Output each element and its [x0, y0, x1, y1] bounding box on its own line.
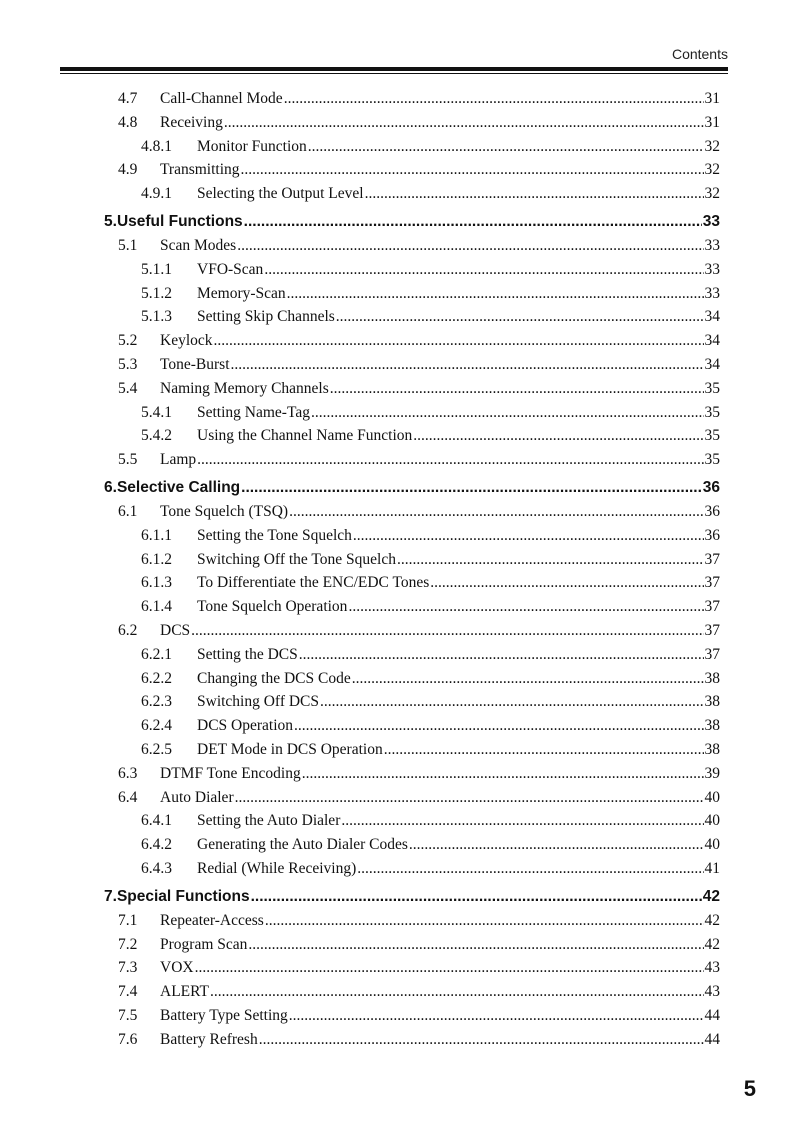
table-of-contents: [0, 87, 788, 1051]
toc-entry-page: 34: [704, 308, 720, 326]
toc-entry-page: 33: [704, 284, 720, 302]
toc-entry-number: 4.8: [118, 113, 138, 131]
toc-entry-page: 42: [704, 935, 720, 953]
toc-entry-page: 38: [704, 693, 720, 711]
dot-leader: [224, 111, 704, 135]
toc-entry-page: 39: [704, 764, 720, 782]
dot-leader: [330, 377, 704, 401]
dot-leader: [197, 448, 703, 472]
toc-entry[interactable]: [0, 857, 788, 881]
toc-entry-title: Changing the DCS Code: [197, 669, 351, 687]
toc-entry[interactable]: [0, 690, 788, 714]
toc-entry-title: DET Mode in DCS Operation: [197, 740, 383, 758]
toc-entry[interactable]: [0, 305, 788, 329]
toc-entry[interactable]: [0, 762, 788, 786]
toc-entry-number: 5.3: [118, 355, 138, 373]
dot-leader: [289, 1004, 704, 1028]
toc-entry-page: 38: [704, 740, 720, 758]
dot-leader: [348, 595, 703, 619]
running-header: Contents: [671, 46, 728, 62]
toc-entry[interactable]: [0, 524, 788, 548]
toc-chapter-entry[interactable]: [0, 885, 788, 909]
toc-entry-number: 5.1.3: [141, 308, 172, 326]
toc-entry-page: 34: [704, 332, 720, 350]
toc-entry-title: Lamp: [160, 451, 197, 469]
dot-leader: [237, 234, 703, 258]
toc-entry[interactable]: [0, 667, 788, 691]
dot-leader: [336, 305, 704, 329]
toc-entry[interactable]: [0, 282, 788, 306]
toc-entry-title: Program Scan: [160, 935, 248, 953]
toc-entry-number: 5.1.1: [141, 260, 172, 278]
dot-leader: [191, 619, 703, 643]
toc-entry-title: Useful Functions: [116, 212, 243, 230]
toc-entry-page: 31: [704, 113, 720, 131]
dot-leader: [241, 476, 702, 500]
toc-entry-page: 43: [704, 983, 720, 1001]
toc-entry-title: ALERT: [160, 983, 210, 1001]
toc-entry-number: 6.1.4: [141, 598, 172, 616]
dot-leader: [210, 980, 703, 1004]
dot-leader: [294, 714, 703, 738]
toc-entry-page: 42: [702, 887, 720, 905]
dot-leader: [341, 809, 703, 833]
toc-entry[interactable]: [0, 424, 788, 448]
toc-entry-number: 5.4.1: [141, 403, 172, 421]
toc-entry[interactable]: [0, 956, 788, 980]
dot-leader: [353, 524, 704, 548]
toc-entry-title: Keylock: [160, 332, 213, 350]
dot-leader: [248, 933, 703, 957]
toc-entry-number: 4.9: [118, 161, 138, 179]
dot-leader: [231, 353, 704, 377]
toc-entry-title: Setting the Auto Dialer: [197, 812, 341, 830]
toc-entry[interactable]: [0, 401, 788, 425]
toc-entry[interactable]: [0, 111, 788, 135]
toc-entry[interactable]: [0, 1004, 788, 1028]
toc-entry[interactable]: [0, 1028, 788, 1052]
dot-leader: [397, 548, 704, 572]
toc-entry-title: Switching Off DCS: [197, 693, 320, 711]
toc-entry-page: 33: [704, 236, 720, 254]
header-rule-thick: [60, 67, 728, 71]
toc-entry[interactable]: [0, 643, 788, 667]
toc-entry-title: Setting Skip Channels: [197, 308, 335, 326]
toc-entry-title: Switching Off the Tone Squelch: [197, 550, 396, 568]
toc-entry-title: Redial (While Receiving): [197, 859, 357, 877]
toc-entry-number: 6.: [104, 478, 117, 496]
toc-entry-page: 33: [702, 212, 720, 230]
toc-entry-page: 43: [704, 959, 720, 977]
toc-entry-page: 37: [704, 550, 720, 568]
toc-entry-page: 32: [704, 137, 720, 155]
toc-entry-page: 37: [704, 574, 720, 592]
toc-entry-number: 5.4.2: [141, 427, 172, 445]
toc-entry[interactable]: [0, 571, 788, 595]
toc-entry-title: DCS Operation: [197, 717, 294, 735]
toc-entry-title: Special Functions: [116, 887, 250, 905]
dot-leader: [384, 738, 704, 762]
toc-entry-title: VFO-Scan: [197, 260, 264, 278]
toc-entry-number: 5.5: [118, 451, 138, 469]
toc-entry-number: 7.2: [118, 935, 138, 953]
toc-entry-title: Repeater-Access: [160, 911, 264, 929]
dot-leader: [409, 833, 704, 857]
toc-entry[interactable]: [0, 182, 788, 206]
toc-entry-page: 37: [704, 598, 720, 616]
toc-entry[interactable]: [0, 933, 788, 957]
toc-entry-page: 35: [704, 379, 720, 397]
dot-leader: [284, 87, 704, 111]
dot-leader: [214, 329, 704, 353]
toc-entry-title: Tone Squelch (TSQ): [160, 502, 289, 520]
dot-leader: [265, 909, 704, 933]
toc-entry-number: 6.3: [118, 764, 138, 782]
toc-entry[interactable]: [0, 809, 788, 833]
dot-leader: [320, 690, 703, 714]
toc-entry-title: Selective Calling: [116, 478, 241, 496]
dot-leader: [308, 135, 704, 159]
toc-entry-number: 6.4: [118, 788, 138, 806]
toc-entry-number: 6.2.4: [141, 717, 172, 735]
dot-leader: [235, 786, 704, 810]
dot-leader: [264, 258, 703, 282]
toc-entry-page: 40: [704, 836, 720, 854]
toc-entry[interactable]: [0, 500, 788, 524]
toc-entry-title: Tone-Burst: [160, 355, 230, 373]
toc-entry-title: Setting the DCS: [197, 645, 298, 663]
toc-entry-number: 6.1.3: [141, 574, 172, 592]
toc-entry[interactable]: [0, 377, 788, 401]
header-rule-thin: [60, 73, 728, 74]
toc-entry-title: Tone Squelch Operation: [197, 598, 348, 616]
toc-chapter-entry[interactable]: [0, 210, 788, 234]
toc-entry[interactable]: [0, 448, 788, 472]
dot-leader: [302, 762, 704, 786]
toc-entry-title: Battery Refresh: [160, 1030, 258, 1048]
toc-entry-number: 5.1: [118, 236, 138, 254]
toc-entry-number: 5.4: [118, 379, 138, 397]
toc-entry-number: 4.9.1: [141, 185, 172, 203]
toc-entry-number: 6.1.1: [141, 526, 172, 544]
toc-entry-title: Monitor Function: [197, 137, 307, 155]
toc-entry-page: 44: [704, 1030, 720, 1048]
toc-chapter-entry[interactable]: [0, 476, 788, 500]
toc-entry[interactable]: [0, 548, 788, 572]
toc-entry-page: 31: [704, 90, 720, 107]
dot-leader: [259, 1028, 704, 1052]
toc-entry-title: Battery Type Setting: [160, 1006, 288, 1024]
toc-entry-page: 38: [704, 717, 720, 735]
toc-entry-number: 6.1.2: [141, 550, 172, 568]
toc-entry[interactable]: [0, 158, 788, 182]
toc-entry-title: VOX: [160, 959, 194, 977]
toc-entry-page: 34: [704, 355, 720, 373]
toc-entry[interactable]: [0, 87, 788, 111]
toc-entry-title: Memory-Scan: [197, 284, 286, 302]
toc-entry[interactable]: [0, 619, 788, 643]
toc-entry-title: Receiving: [160, 113, 223, 131]
toc-entry-title: Setting the Tone Squelch: [197, 526, 352, 544]
toc-entry[interactable]: [0, 786, 788, 810]
toc-entry-page: 44: [704, 1006, 720, 1024]
toc-entry-title: Using the Channel Name Function: [197, 427, 413, 445]
toc-entry-number: 7.: [104, 887, 117, 905]
toc-entry-number: 7.4: [118, 983, 138, 1001]
toc-entry[interactable]: [0, 909, 788, 933]
dot-leader: [430, 571, 703, 595]
dot-leader: [244, 210, 702, 234]
toc-entry-page: 36: [702, 478, 720, 496]
dot-leader: [365, 182, 704, 206]
toc-entry-number: 6.4.1: [141, 812, 172, 830]
toc-entry-page: 35: [704, 403, 720, 421]
toc-entry-title: Naming Memory Channels: [160, 379, 329, 397]
toc-entry-number: 5.: [104, 212, 117, 230]
toc-entry-page: 32: [704, 185, 720, 203]
toc-entry-title: To Differentiate the ENC/EDC Tones: [197, 574, 430, 592]
dot-leader: [357, 857, 703, 881]
dot-leader: [299, 643, 704, 667]
toc-entry-number: 6.2.2: [141, 669, 172, 687]
toc-entry-number: 5.1.2: [141, 284, 172, 302]
toc-entry-page: 41: [704, 859, 720, 877]
toc-entry-number: 5.2: [118, 332, 138, 350]
toc-entry[interactable]: [0, 738, 788, 762]
dot-leader: [251, 885, 702, 909]
toc-entry-number: 6.2.3: [141, 693, 172, 711]
page-number: 5: [743, 1076, 756, 1101]
toc-entry[interactable]: [0, 329, 788, 353]
toc-entry-number: 6.1: [118, 502, 138, 520]
toc-entry-title: Setting Name-Tag: [197, 403, 310, 421]
toc-entry-page: 40: [704, 812, 720, 830]
dot-leader: [311, 401, 704, 425]
toc-entry-page: 40: [704, 788, 720, 806]
toc-entry-title: Scan Modes: [160, 236, 237, 254]
toc-entry-number: 6.2.1: [141, 645, 172, 663]
dot-leader: [287, 282, 704, 306]
dot-leader: [241, 158, 704, 182]
toc-entry-page: 35: [704, 427, 720, 445]
toc-entry-number: 4.7: [118, 90, 138, 107]
dot-leader: [195, 956, 704, 980]
toc-entry-number: 6.2: [118, 621, 138, 639]
toc-entry[interactable]: [0, 595, 788, 619]
toc-entry-number: 7.6: [118, 1030, 138, 1048]
toc-entry-page: 36: [704, 526, 720, 544]
dot-leader: [289, 500, 703, 524]
toc-entry-number: 4.8.1: [141, 137, 172, 155]
toc-entry-page: 38: [704, 669, 720, 687]
toc-entry-title: Auto Dialer: [160, 788, 234, 806]
toc-entry-page: 35: [704, 451, 720, 469]
toc-entry-title: Generating the Auto Dialer Codes: [197, 836, 408, 854]
toc-entry-number: 7.3: [118, 959, 138, 977]
toc-entry-number: 6.4.3: [141, 859, 172, 877]
toc-entry-page: 33: [704, 260, 720, 278]
toc-entry[interactable]: [0, 833, 788, 857]
toc-entry-title: Call-Channel Mode: [160, 90, 283, 107]
toc-entry[interactable]: [0, 234, 788, 258]
toc-entry[interactable]: [0, 980, 788, 1004]
toc-entry[interactable]: [0, 258, 788, 282]
toc-entry[interactable]: [0, 353, 788, 377]
toc-entry-number: 7.5: [118, 1006, 138, 1024]
dot-leader: [352, 667, 704, 691]
toc-entry-number: 6.4.2: [141, 836, 172, 854]
toc-entry-page: 37: [704, 645, 720, 663]
toc-entry-page: 36: [704, 502, 720, 520]
toc-entry-page: 42: [704, 911, 720, 929]
toc-entry-page: 37: [704, 621, 720, 639]
toc-entry-title: DTMF Tone Encoding: [160, 764, 301, 782]
toc-entry-title: Selecting the Output Level: [197, 185, 364, 203]
toc-entry-title: Transmitting: [160, 161, 240, 179]
dot-leader: [413, 424, 703, 448]
toc-entry-number: 6.2.5: [141, 740, 172, 758]
toc-entry-page: 32: [704, 161, 720, 179]
toc-entry[interactable]: [0, 135, 788, 159]
toc-entry[interactable]: [0, 714, 788, 738]
toc-entry-number: 7.1: [118, 911, 138, 929]
toc-entry-title: DCS: [160, 621, 191, 639]
